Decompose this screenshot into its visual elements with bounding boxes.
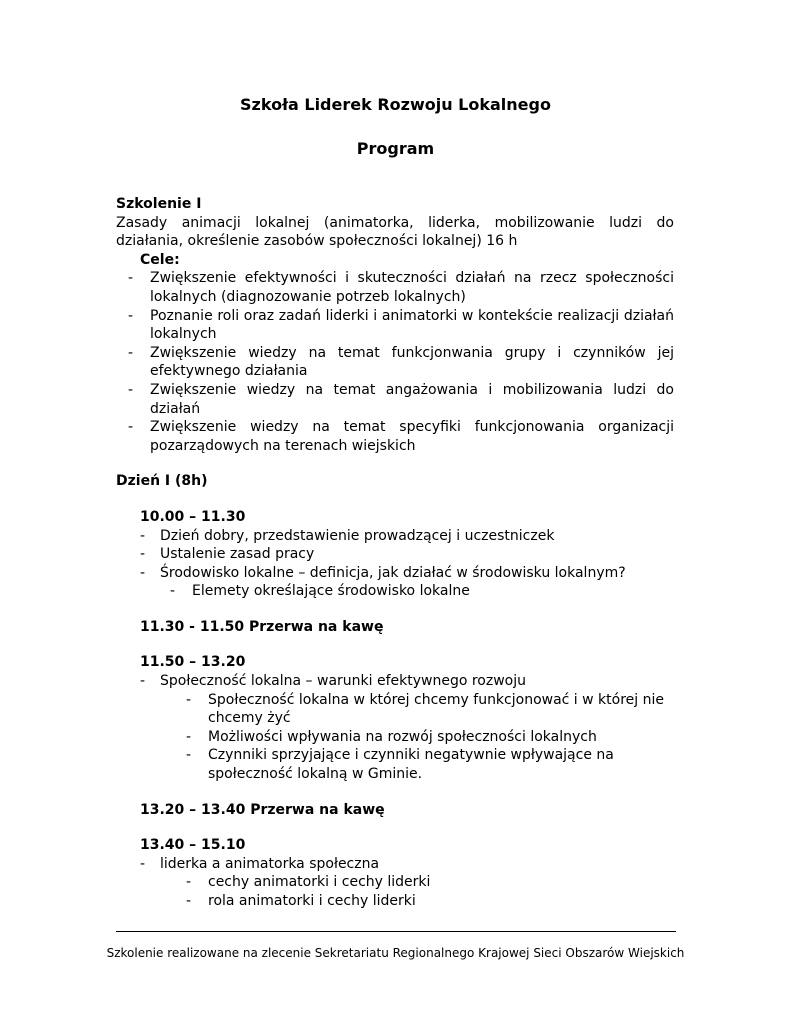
session-time: 11.50 – 13.20 — [140, 654, 246, 671]
list-item-text: Ustalenie zasad pracy — [160, 546, 315, 563]
list-item-text: Społeczność lokalna – warunki efektywnego rozwoju — [160, 673, 526, 690]
sub-list-item-text: Społeczność lokalna w której chcemy funkcjonować i w której nie chcemy żyć — [208, 691, 664, 727]
bullet-dash: - — [128, 344, 134, 361]
list-item-text: liderka a animatorka społeczna — [160, 855, 380, 872]
document-body — [116, 195, 674, 911]
footer-divider — [116, 931, 676, 932]
goal-item — [116, 418, 674, 455]
document-subtitle: Program — [356, 139, 435, 158]
bullet-dash: - — [186, 747, 192, 764]
document-title: Szkoła Liderek Rozwoju Lokalnego — [240, 95, 551, 114]
break-heading: 13.20 – 13.40 Przerwa na kawę — [140, 801, 385, 818]
list-item — [116, 855, 674, 874]
list-item — [116, 527, 674, 546]
bullet-dash: - — [140, 527, 146, 544]
sub-list-item — [116, 892, 674, 911]
bullet-dash: - — [186, 893, 192, 909]
day-heading: Dzień I (8h) — [116, 473, 208, 490]
sub-list-item — [116, 873, 674, 892]
goal-item — [116, 307, 674, 344]
session-time: 13.40 – 15.10 — [140, 837, 246, 854]
bullet-dash: - — [128, 419, 134, 436]
goal-text: Zwiększenie wiedzy na temat specyfiki funkcjonowania organizacji pozarządowych na terenach wiejskich — [150, 419, 674, 454]
list-item — [116, 564, 674, 583]
page-footer: Szkolenie realizowane na zlecenie Sekretariatu Regionalnego Krajowej Sieci Obszarów Wiejskich — [106, 946, 685, 960]
goal-text: Zwiększenie wiedzy na temat angażowania i mobilizowania ludzi do działań — [150, 381, 674, 417]
bullet-dash: - — [186, 874, 192, 891]
goal-item — [116, 269, 674, 306]
sub-list-item — [116, 691, 674, 728]
goal-text: Zwiększenie efektywności i skuteczności działań na rzecz społeczności lokalnych (diagnozowanie potrzeb lokalnych) — [150, 270, 674, 305]
goal-item — [116, 344, 674, 381]
sub-list-item-text: cechy animatorki i cechy liderki — [208, 874, 431, 891]
bullet-dash: - — [140, 673, 146, 690]
sub-list-item-text: Elemety określające środowisko lokalne — [192, 583, 470, 600]
list-item-text: Środowisko lokalne – definicja, jak działać w środowisku lokalnym? — [160, 564, 626, 581]
bullet-dash: - — [128, 381, 134, 398]
bullet-dash: - — [186, 691, 192, 708]
list-item-text: Dzień dobry, przedstawienie prowadzącej i uczestniczek — [160, 527, 555, 544]
training-heading: Szkolenie I — [116, 196, 202, 212]
break-heading: 11.30 - 11.50 Przerwa na kawę — [140, 618, 384, 635]
bullet-dash: - — [140, 546, 146, 563]
sub-list-item — [116, 582, 674, 601]
sub-list-item — [116, 746, 674, 783]
goal-text: Poznanie roli oraz zadań liderki i animatorki w kontekście realizacji działań lokalnych — [150, 307, 674, 343]
goal-item — [116, 381, 674, 418]
bullet-dash: - — [170, 583, 176, 600]
sub-list-item — [116, 728, 674, 747]
bullet-dash: - — [128, 307, 134, 324]
sub-list-item-text: Czynniki sprzyjające i czynniki negatywnie wpływające na społeczność lokalną w Gminie. — [208, 747, 614, 783]
bullet-dash: - — [128, 270, 134, 287]
bullet-dash: - — [186, 728, 192, 745]
goal-text: Zwiększenie wiedzy na temat funkcjonwania grupy i czynników jej efektywnego działania — [150, 344, 674, 380]
training-description: Zasady animacji lokalnej (animatorka, liderka, mobilizowanie ludzi do działania, określenie zasobów społeczności lokalnej) 16 h — [116, 214, 674, 250]
session-time: 10.00 – 11.30 — [140, 508, 246, 525]
list-item — [116, 672, 674, 691]
bullet-dash: - — [140, 564, 146, 581]
sub-list-item-text: Możliwości wpływania na rozwój społeczności lokalnych — [208, 728, 597, 745]
goals-label: Cele: — [140, 251, 180, 268]
sub-list-item-text: rola animatorki i cechy liderki — [208, 893, 416, 909]
bullet-dash: - — [140, 855, 146, 872]
list-item — [116, 545, 674, 564]
